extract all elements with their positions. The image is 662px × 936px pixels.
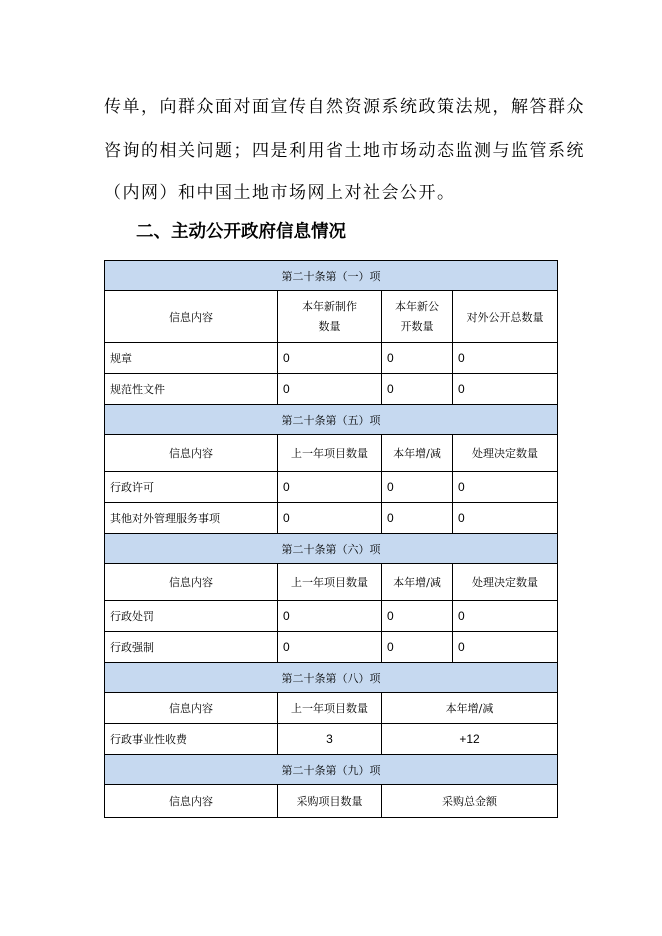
row-label: 行政许可 (105, 472, 278, 503)
column-header: 采购项目数量 (278, 785, 382, 818)
cell-value: 3 (278, 724, 382, 755)
cell-value: 0 (278, 472, 382, 503)
cell-value: 0 (453, 472, 558, 503)
section-title-row (105, 755, 558, 785)
table-row (105, 374, 558, 405)
table-row (105, 601, 558, 632)
cell-value: 0 (382, 503, 453, 534)
header-row (105, 435, 558, 472)
cell-value: 0 (278, 343, 382, 374)
table-row (105, 472, 558, 503)
column-header: 对外公开总数量 (453, 291, 558, 343)
section-heading: 二、主动公开政府信息情况 (136, 222, 346, 242)
column-header: 处理决定数量 (453, 435, 558, 472)
header-row (105, 693, 558, 724)
cell-value: 0 (382, 632, 453, 663)
cell-value: 0 (453, 601, 558, 632)
column-header: 上一年项目数量 (278, 435, 382, 472)
cell-value: 0 (278, 601, 382, 632)
column-header: 采购总金额 (382, 785, 558, 818)
section-title-row (105, 663, 558, 693)
cell-value: 0 (453, 503, 558, 534)
column-header: 信息内容 (105, 435, 278, 472)
section-title: 第二十条第（一）项 (105, 261, 558, 291)
paragraph-line-1: 传单，向群众面对面宣传自然资源系统政策法规，解答群众 (104, 97, 585, 117)
cell-value: 0 (278, 374, 382, 405)
column-header: 本年增/减 (382, 693, 558, 724)
table-row (105, 503, 558, 534)
paragraph-line-3: （内网）和中国土地市场网上对社会公开。 (104, 183, 456, 203)
column-header: 上一年项目数量 (278, 693, 382, 724)
section-title-row (105, 261, 558, 291)
column-header (382, 291, 453, 343)
section-title: 第二十条第（八）项 (105, 663, 558, 693)
header-row (105, 564, 558, 601)
section-title: 第二十条第（五）项 (105, 405, 558, 435)
column-header: 处理决定数量 (453, 564, 558, 601)
column-header: 信息内容 (105, 785, 278, 818)
header-text-new-made: 本年新制作数量 (302, 299, 357, 333)
row-label: 行政事业性收费 (105, 724, 278, 755)
cell-value: 0 (382, 374, 453, 405)
row-label: 行政强制 (105, 632, 278, 663)
cell-value: 0 (382, 343, 453, 374)
column-header: 信息内容 (105, 291, 278, 343)
cell-value: +12 (382, 724, 558, 755)
disclosure-table (104, 260, 558, 818)
cell-value: 0 (453, 632, 558, 663)
paragraph-line-2: 咨询的相关问题；四是利用省土地市场动态监测与监管系统 (104, 141, 585, 161)
table-row (105, 343, 558, 374)
cell-value: 0 (278, 632, 382, 663)
cell-value: 0 (382, 472, 453, 503)
header-row (105, 785, 558, 818)
column-header (278, 291, 382, 343)
row-label: 行政处罚 (105, 601, 278, 632)
section-title: 第二十条第（六）项 (105, 534, 558, 564)
cell-value: 0 (453, 343, 558, 374)
table-row (105, 632, 558, 663)
column-header: 上一年项目数量 (278, 564, 382, 601)
section-title-row (105, 534, 558, 564)
table-row (105, 724, 558, 755)
section-title: 第二十条第（九）项 (105, 755, 558, 785)
cell-value: 0 (382, 601, 453, 632)
column-header: 信息内容 (105, 564, 278, 601)
cell-value: 0 (278, 503, 382, 534)
column-header: 信息内容 (105, 693, 278, 724)
row-label: 其他对外管理服务事项 (105, 503, 278, 534)
row-label: 规范性文件 (105, 374, 278, 405)
column-header: 本年增/减 (382, 564, 453, 601)
row-label: 规章 (105, 343, 278, 374)
header-row (105, 291, 558, 343)
section-title-row (105, 405, 558, 435)
cell-value: 0 (453, 374, 558, 405)
header-text-new-published: 本年新公开数量 (395, 299, 439, 333)
column-header: 本年增/减 (382, 435, 453, 472)
